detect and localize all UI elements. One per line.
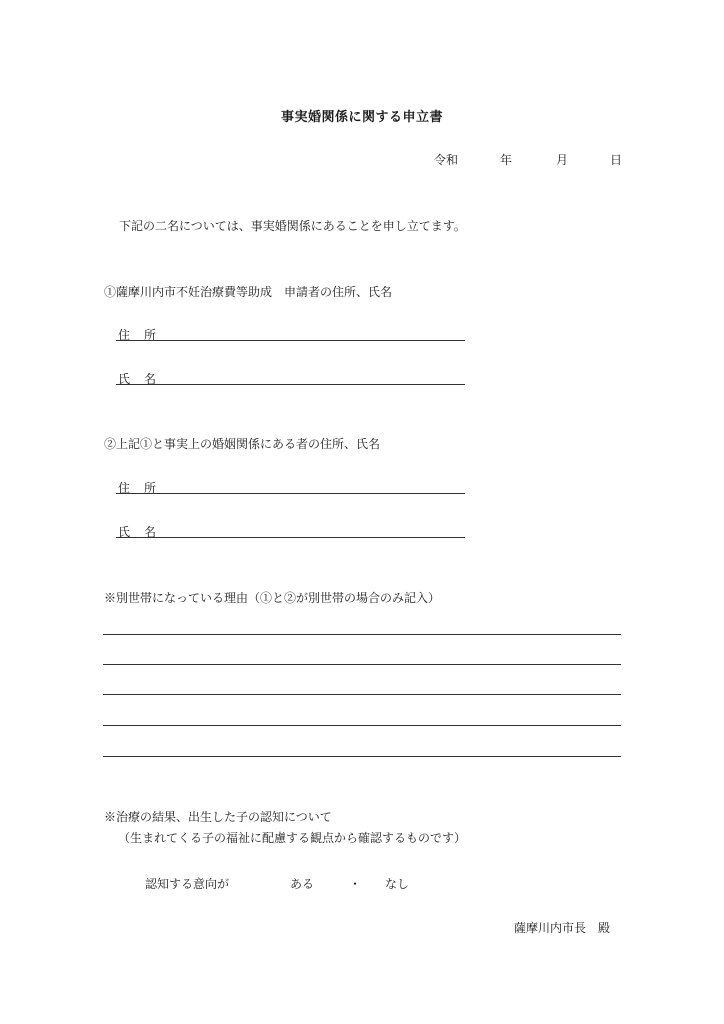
reason-line[interactable]: [103, 756, 621, 757]
intent-option-no[interactable]: なし: [385, 877, 410, 891]
intent-option-yes[interactable]: ある: [290, 877, 315, 891]
date-month-field[interactable]: 月: [556, 153, 569, 167]
document-title: 事実婚関係に関する申立書: [280, 110, 443, 125]
intent-separator: ・: [349, 877, 362, 891]
applicant-name-label: 氏名: [118, 372, 171, 386]
partner-heading: ②上記①と事実上の婚姻関係にある者の住所、氏名: [104, 437, 381, 451]
reason-line[interactable]: [103, 664, 621, 665]
partner-address-field[interactable]: [116, 493, 465, 494]
reason-line[interactable]: [103, 725, 621, 726]
partner-address-label: 住所: [118, 481, 171, 495]
reason-line[interactable]: [103, 694, 621, 695]
intent-label: 認知する意向が: [145, 877, 230, 891]
recognition-heading: ※治療の結果、出生した子の認知について: [104, 810, 332, 824]
applicant-name-field[interactable]: [116, 384, 465, 385]
date-era: 令和: [434, 153, 459, 167]
reason-line[interactable]: [103, 634, 621, 635]
applicant-address-field[interactable]: [116, 340, 465, 341]
separate-household-heading: ※別世帯になっている理由（①と②が別世帯の場合のみ記入）: [104, 591, 441, 605]
addressee: 薩摩川内市長 殿: [514, 921, 611, 935]
partner-name-label: 氏名: [118, 525, 171, 539]
date-year-field[interactable]: 年: [500, 153, 513, 167]
recognition-subheading: （生まれてくる子の福祉に配慮する観点から確認するものです）: [118, 831, 467, 845]
intro-statement: 下記の二名については、事実婚関係にあることを申し立てます。: [119, 219, 466, 233]
applicant-heading: ①薩摩川内市不妊治療費等助成 申請者の住所、氏名: [104, 285, 393, 299]
applicant-address-label: 住所: [118, 328, 171, 342]
date-day-field[interactable]: 日: [610, 153, 623, 167]
partner-name-field[interactable]: [116, 537, 465, 538]
